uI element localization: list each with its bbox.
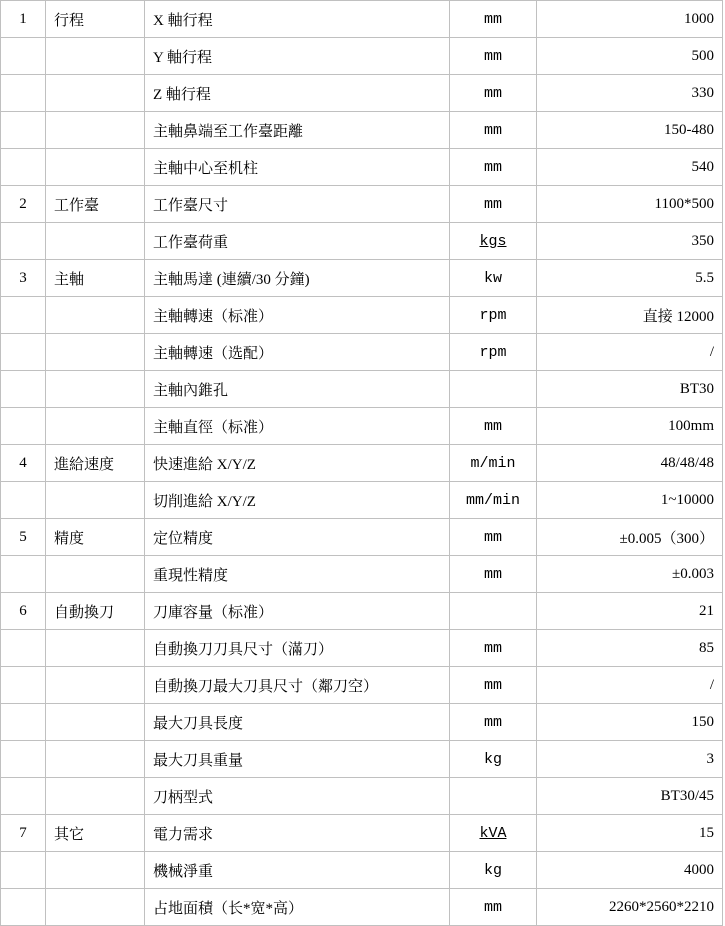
cell-group: 行程 — [46, 1, 145, 38]
cell-index — [1, 889, 46, 926]
cell-value: 2260*2560*2210 — [537, 889, 723, 926]
cell-item: 切削進給 X/Y/Z — [145, 482, 450, 519]
cell-unit — [450, 630, 537, 667]
cell-group — [46, 408, 145, 445]
table-row — [1, 149, 723, 186]
cell-unit — [450, 741, 537, 778]
cell-value: 直接 12000 — [537, 297, 723, 334]
cell-group: 精度 — [46, 519, 145, 556]
cell-group: 自動換刀 — [46, 593, 145, 630]
cell-unit — [450, 704, 537, 741]
cell-group — [46, 556, 145, 593]
cell-group: 其它 — [46, 815, 145, 852]
cell-unit — [450, 149, 537, 186]
cell-index — [1, 371, 46, 408]
cell-group — [46, 482, 145, 519]
cell-unit — [450, 38, 537, 75]
unit-text: m/min — [470, 454, 516, 472]
cell-value: ±0.005（300） — [537, 519, 723, 556]
table-row — [1, 334, 723, 371]
table-row — [1, 408, 723, 445]
unit-text: kg — [483, 861, 502, 879]
cell-group — [46, 667, 145, 704]
cell-group — [46, 75, 145, 112]
cell-group — [46, 149, 145, 186]
cell-unit — [450, 297, 537, 334]
cell-item: 刀庫容量（标准） — [145, 593, 450, 630]
cell-value: BT30/45 — [537, 778, 723, 815]
cell-unit — [450, 408, 537, 445]
cell-item: 電力需求 — [145, 815, 450, 852]
cell-index — [1, 741, 46, 778]
cell-index — [1, 778, 46, 815]
cell-item: 自動換刀刀具尺寸（滿刀） — [145, 630, 450, 667]
cell-index — [1, 630, 46, 667]
cell-value: 150 — [537, 704, 723, 741]
table-row — [1, 556, 723, 593]
table-row — [1, 741, 723, 778]
cell-index — [1, 149, 46, 186]
cell-unit — [450, 593, 537, 630]
cell-index — [1, 223, 46, 260]
cell-group: 主軸 — [46, 260, 145, 297]
cell-item: 主軸直徑（标准） — [145, 408, 450, 445]
cell-group — [46, 297, 145, 334]
unit-text: mm — [483, 417, 502, 435]
unit-text: rpm — [479, 343, 507, 361]
table-row — [1, 75, 723, 112]
cell-value: 5.5 — [537, 260, 723, 297]
table-row — [1, 593, 723, 630]
table-row — [1, 445, 723, 482]
cell-value: 48/48/48 — [537, 445, 723, 482]
cell-item: Z 軸行程 — [145, 75, 450, 112]
cell-value: 100mm — [537, 408, 723, 445]
cell-value: 4000 — [537, 852, 723, 889]
cell-index — [1, 75, 46, 112]
cell-unit — [450, 556, 537, 593]
cell-value: 330 — [537, 75, 723, 112]
cell-unit — [450, 1, 537, 38]
cell-index — [1, 556, 46, 593]
cell-item: 自動換刀最大刀具尺寸（鄰刀空） — [145, 667, 450, 704]
cell-value: 1~10000 — [537, 482, 723, 519]
cell-value: 1000 — [537, 1, 723, 38]
unit-text: mm — [483, 639, 502, 657]
unit-text: mm — [483, 195, 502, 213]
table-row — [1, 704, 723, 741]
table-row — [1, 371, 723, 408]
unit-text: mm — [483, 528, 502, 546]
cell-unit — [450, 519, 537, 556]
cell-index: 5 — [1, 519, 46, 556]
cell-index: 7 — [1, 815, 46, 852]
table-row — [1, 112, 723, 149]
cell-group — [46, 741, 145, 778]
cell-unit — [450, 445, 537, 482]
table-row — [1, 778, 723, 815]
table-row — [1, 852, 723, 889]
unit-text: mm — [483, 158, 502, 176]
cell-unit — [450, 371, 537, 408]
table-row — [1, 630, 723, 667]
table-row — [1, 297, 723, 334]
cell-unit — [450, 223, 537, 260]
unit-text: mm — [483, 84, 502, 102]
table-body — [1, 1, 723, 926]
table-row — [1, 482, 723, 519]
cell-group — [46, 630, 145, 667]
cell-unit — [450, 186, 537, 223]
cell-index — [1, 334, 46, 371]
unit-text: mm — [483, 10, 502, 28]
cell-index — [1, 408, 46, 445]
cell-unit — [450, 112, 537, 149]
cell-index — [1, 112, 46, 149]
table-row — [1, 815, 723, 852]
cell-index — [1, 852, 46, 889]
cell-value: / — [537, 334, 723, 371]
table-row — [1, 889, 723, 926]
cell-item: 最大刀具長度 — [145, 704, 450, 741]
cell-value: 21 — [537, 593, 723, 630]
cell-unit — [450, 482, 537, 519]
cell-group — [46, 112, 145, 149]
cell-group — [46, 334, 145, 371]
unit-text: kw — [483, 269, 502, 287]
table-row — [1, 1, 723, 38]
cell-item: 主軸馬達 (連續/30 分鐘) — [145, 260, 450, 297]
unit-text: mm — [483, 898, 502, 916]
cell-index — [1, 482, 46, 519]
cell-unit — [450, 260, 537, 297]
cell-value: 15 — [537, 815, 723, 852]
cell-group: 工作臺 — [46, 186, 145, 223]
cell-unit — [450, 889, 537, 926]
cell-item: 工作臺荷重 — [145, 223, 450, 260]
cell-item: 機械淨重 — [145, 852, 450, 889]
unit-text: mm — [483, 121, 502, 139]
table-row — [1, 223, 723, 260]
cell-group — [46, 704, 145, 741]
unit-text: rpm — [479, 306, 507, 324]
cell-group — [46, 38, 145, 75]
cell-index — [1, 297, 46, 334]
cell-unit — [450, 852, 537, 889]
cell-item: 定位精度 — [145, 519, 450, 556]
cell-item: 快速進給 X/Y/Z — [145, 445, 450, 482]
cell-item: 最大刀具重量 — [145, 741, 450, 778]
cell-unit — [450, 334, 537, 371]
cell-item: X 軸行程 — [145, 1, 450, 38]
cell-group — [46, 778, 145, 815]
cell-value: ±0.003 — [537, 556, 723, 593]
cell-group — [46, 852, 145, 889]
unit-text: kg — [483, 750, 502, 768]
cell-unit — [450, 667, 537, 704]
unit-text: kgs — [479, 232, 507, 250]
unit-text: kVA — [479, 824, 507, 842]
cell-group — [46, 223, 145, 260]
cell-item: 占地面積（长*宽*高） — [145, 889, 450, 926]
cell-value: BT30 — [537, 371, 723, 408]
table-row — [1, 186, 723, 223]
cell-index: 4 — [1, 445, 46, 482]
unit-text: mm — [483, 47, 502, 65]
cell-item: 主軸轉速（选配） — [145, 334, 450, 371]
unit-text: mm — [483, 713, 502, 731]
cell-item: 主軸內錐孔 — [145, 371, 450, 408]
cell-item: 主軸鼻端至工作臺距離 — [145, 112, 450, 149]
cell-index: 6 — [1, 593, 46, 630]
table-row — [1, 260, 723, 297]
cell-value: 85 — [537, 630, 723, 667]
cell-item: 刀柄型式 — [145, 778, 450, 815]
cell-value: / — [537, 667, 723, 704]
cell-item: 主軸中心至机柱 — [145, 149, 450, 186]
table-row — [1, 38, 723, 75]
unit-text: mm/min — [465, 491, 520, 509]
cell-item: 重現性精度 — [145, 556, 450, 593]
unit-text: mm — [483, 676, 502, 694]
cell-value: 3 — [537, 741, 723, 778]
table-row — [1, 519, 723, 556]
cell-index — [1, 667, 46, 704]
cell-unit — [450, 75, 537, 112]
table-row — [1, 667, 723, 704]
cell-unit — [450, 815, 537, 852]
cell-item: 工作臺尺寸 — [145, 186, 450, 223]
cell-index: 1 — [1, 1, 46, 38]
cell-index: 3 — [1, 260, 46, 297]
cell-group: 進給速度 — [46, 445, 145, 482]
cell-value: 500 — [537, 38, 723, 75]
cell-index — [1, 38, 46, 75]
cell-group — [46, 371, 145, 408]
cell-group — [46, 889, 145, 926]
cell-value: 1100*500 — [537, 186, 723, 223]
cell-index: 2 — [1, 186, 46, 223]
cell-index — [1, 704, 46, 741]
cell-value: 540 — [537, 149, 723, 186]
cell-value: 150-480 — [537, 112, 723, 149]
cell-unit — [450, 778, 537, 815]
cell-value: 350 — [537, 223, 723, 260]
cell-item: 主軸轉速（标准） — [145, 297, 450, 334]
cell-item: Y 軸行程 — [145, 38, 450, 75]
unit-text: mm — [483, 565, 502, 583]
